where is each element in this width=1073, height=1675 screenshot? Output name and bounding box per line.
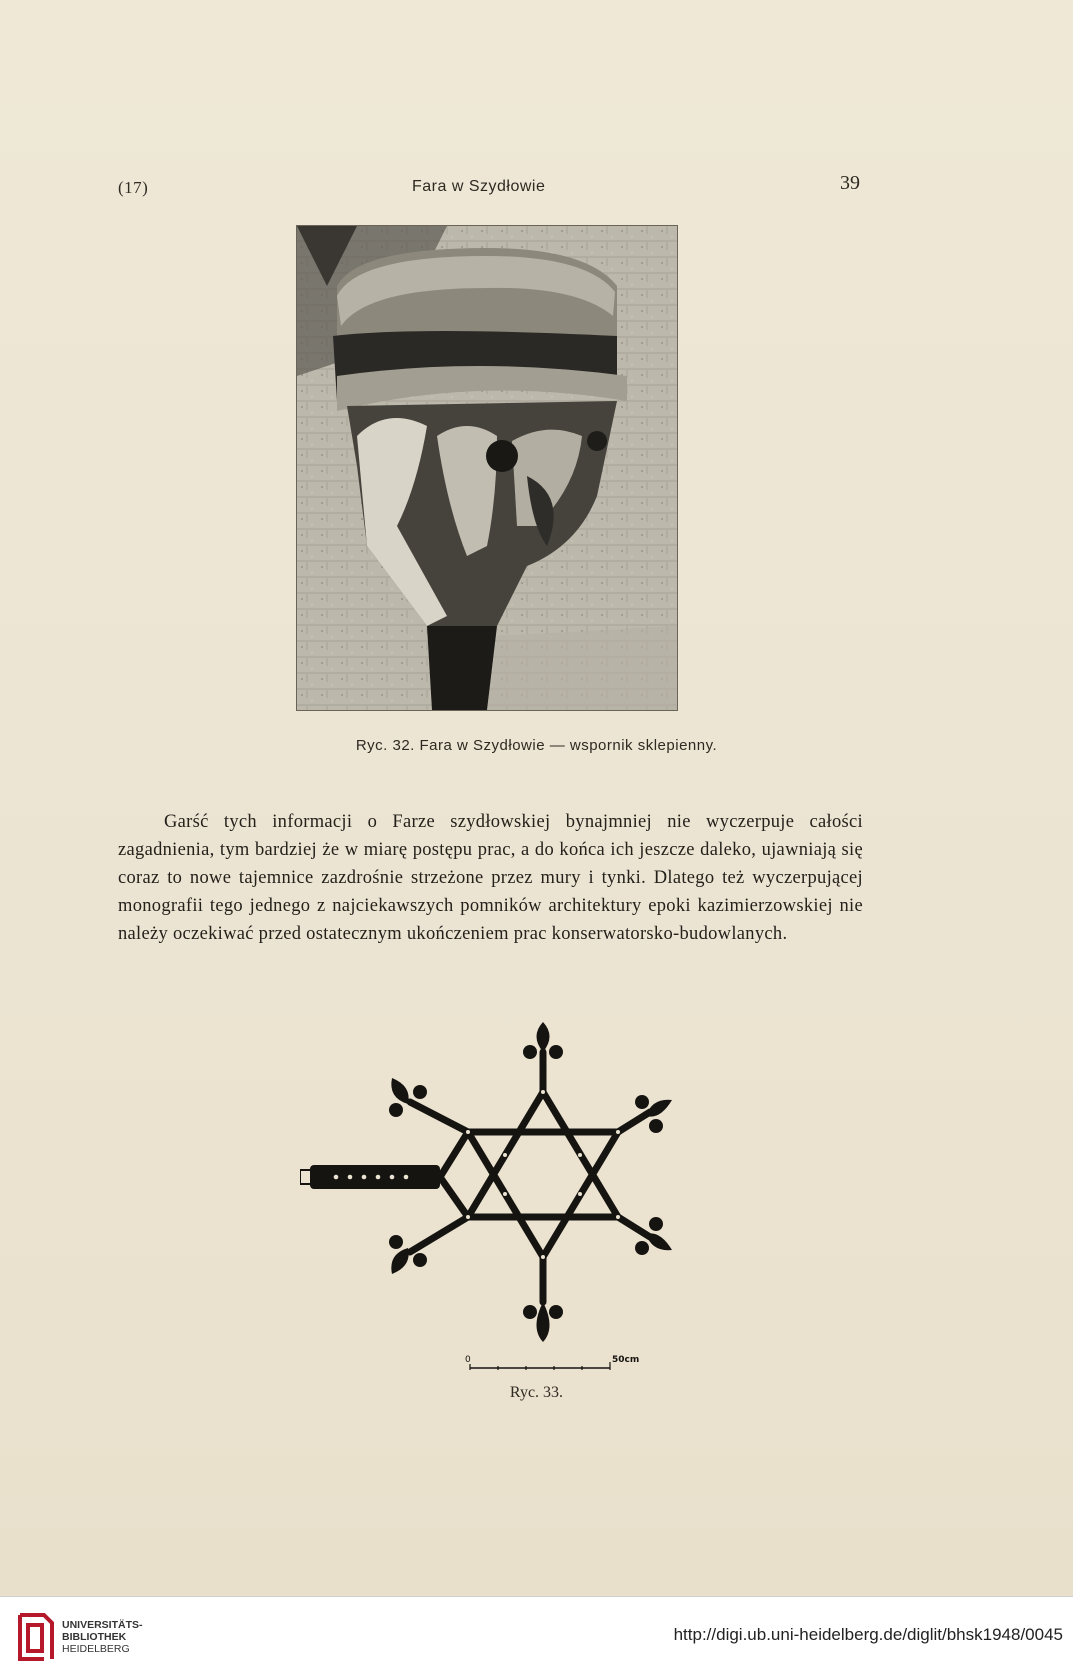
corbel-photograph	[297, 226, 677, 710]
running-title: Fara w Szydłowie	[412, 178, 546, 195]
running-header	[118, 168, 860, 208]
university-library-logo-icon[interactable]	[14, 1609, 58, 1663]
institution-name	[62, 1619, 143, 1655]
permalink-url[interactable]: http://digi.ub.uni-heidelberg.de/diglit/bhsk1948/0045	[673, 1625, 1063, 1644]
page-number-right: 39	[840, 172, 860, 194]
institution-line-1: UNIVERSITÄTS-	[62, 1619, 143, 1631]
page-number-left: (17)	[118, 178, 149, 197]
scale-bar	[462, 1352, 642, 1374]
institution-line-3: HEIDELBERG	[62, 1643, 130, 1655]
iron-fitting-drawing	[300, 1012, 680, 1372]
scale-start-label: 0	[465, 1355, 471, 1365]
body-text	[118, 808, 863, 948]
library-footer	[0, 1596, 1073, 1675]
body-paragraph: Garść tych informacji o Farze szydłowskiej bynajmniej nie wyczerpuje całości zagadnienia, tym bardziej że w miarę postępu prac, a do końca ich jeszcze daleko, ujawniają się coraz to nowe tajemnice zazdrośnie strzeżone przez mury i tynki. Dlatego też wyczerpującej monografii tego jednego z najciekawszych pomników architektury epoki kazimierzowskiej nie należy oczekiwać przed ostatecznym ukończeniem prac konserwatorsko-budowlanych.	[118, 812, 863, 944]
figure-33-caption: Ryc. 33.	[509, 1384, 564, 1401]
institution-line-2: BIBLIOTHEK	[62, 1631, 127, 1643]
figure-32-caption: Ryc. 32. Fara w Szydłowie — wspornik sklepienny.	[355, 737, 718, 754]
scale-end-label: 50cm	[612, 1355, 640, 1365]
